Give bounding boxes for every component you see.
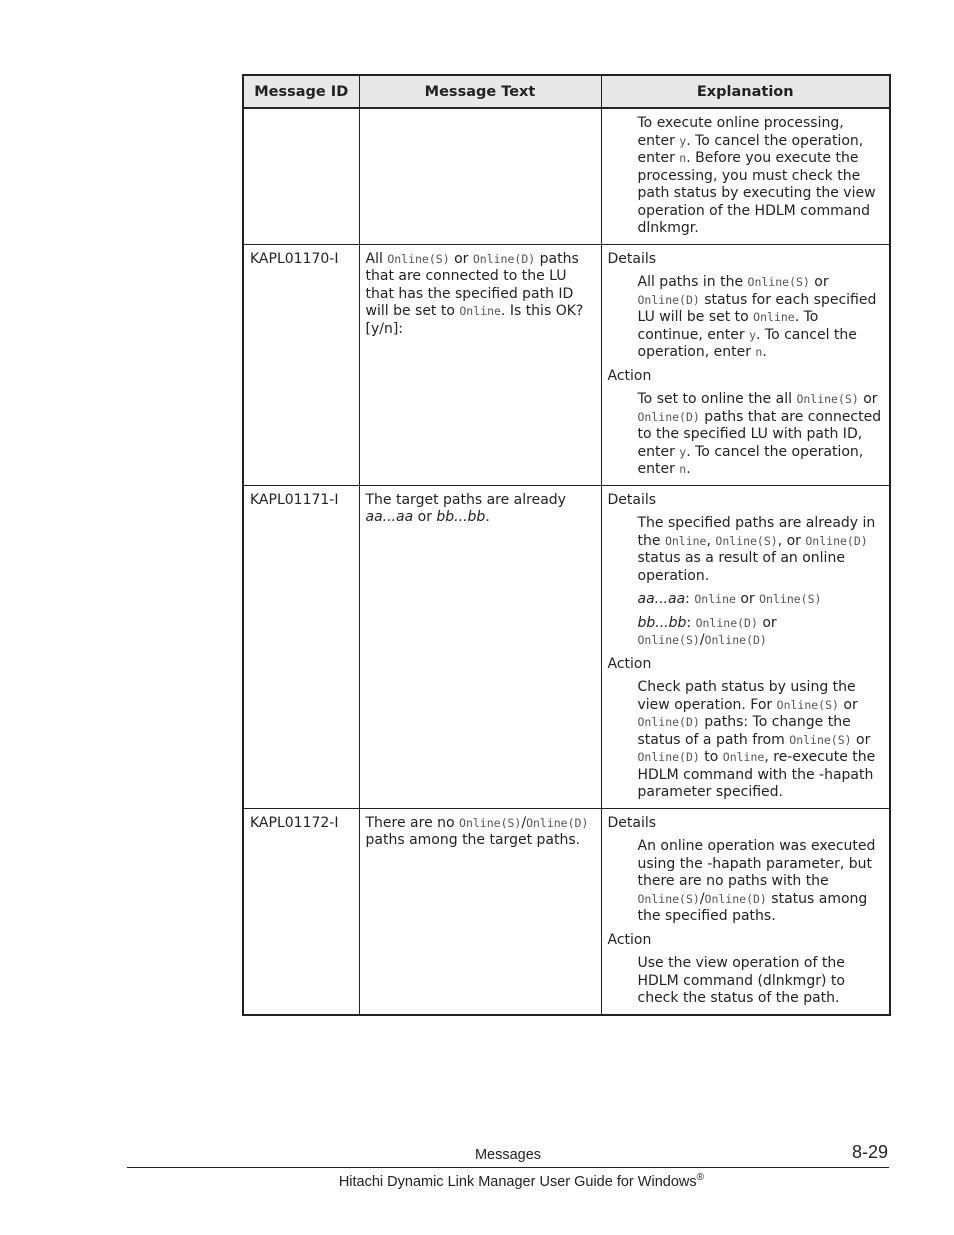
details-text: All paths in the Online(S) or Online(D) status for each specified LU will be set to Online. To continue, enter y. To cancel the operation, enter n. (637, 274, 877, 360)
message-text-cell: There are no Online(S)/Online(D) paths among the target paths. (359, 808, 601, 1015)
table-row (243, 244, 890, 485)
message-text-cell (359, 108, 601, 244)
registered-mark: ® (696, 1172, 704, 1183)
action-label: Action (607, 367, 652, 384)
table-row (243, 485, 890, 808)
aa-definition: aa...aa: Online or Online(S) (637, 591, 822, 607)
header-explanation: Explanation (601, 75, 890, 108)
table-header-row (243, 75, 890, 108)
action-text: Check path status by using the view operation. For Online(S) or Online(D) paths: To change the status of a path from Online(S) or Online(D) to Online, re-execute the HDLM command with the -hapath parameter specified. (637, 679, 876, 800)
message-id-cell: KAPL01170-I (243, 244, 359, 485)
action-text: Use the view operation of the HDLM command (dlnkmgr) to check the status of the path. (637, 955, 845, 1006)
table-row (243, 108, 890, 244)
explanation-continued: To execute online processing, enter y. To cancel the operation, enter n. Before you execute the processing, you must check the path status by executing the view operation of the HDLM command dlnkmgr. (637, 115, 876, 236)
explanation-cell (601, 808, 890, 1015)
details-label: Details (607, 250, 657, 267)
details-label: Details (607, 491, 657, 508)
message-id-cell: KAPL01171-I (243, 485, 359, 808)
explanation-cell (601, 108, 890, 244)
header-message-id: Message ID (243, 75, 359, 108)
footer-section-name: Messages (474, 1147, 542, 1163)
page-number: 8-29 (851, 1142, 888, 1162)
header-message-text: Message Text (359, 75, 601, 108)
action-label: Action (607, 931, 652, 948)
message-text-cell: All Online(S) or Online(D) paths that are connected to the LU that has the specified path ID will be set to Online. Is this OK? [y/n]: (359, 244, 601, 485)
footer-document-title: Hitachi Dynamic Link Manager User Guide for Windows® (338, 1172, 704, 1190)
details-label: Details (607, 814, 657, 831)
message-id-cell: KAPL01172-I (243, 808, 359, 1015)
bb-definition: bb...bb: Online(D) or Online(S)/Online(D) (637, 614, 777, 648)
action-text: To set to online the all Online(S) or Online(D) paths that are connected to the specified LU with path ID, enter y. To cancel the operation, enter n. (637, 391, 882, 477)
message-text-cell: The target paths are already aa...aa or bb...bb. (359, 485, 601, 808)
action-label: Action (607, 655, 652, 672)
footer-divider (127, 1167, 889, 1168)
message-table (242, 74, 891, 1016)
message-id-cell (243, 108, 359, 244)
details-text: The specified paths are already in the Online, Online(S), or Online(D) status as a result of an online operation. (637, 515, 876, 584)
table-row (243, 808, 890, 1015)
explanation-cell (601, 244, 890, 485)
details-text: An online operation was executed using the -hapath parameter, but there are no paths with the Online(S)/Online(D) status among the specified paths. (637, 838, 876, 924)
explanation-cell (601, 485, 890, 808)
